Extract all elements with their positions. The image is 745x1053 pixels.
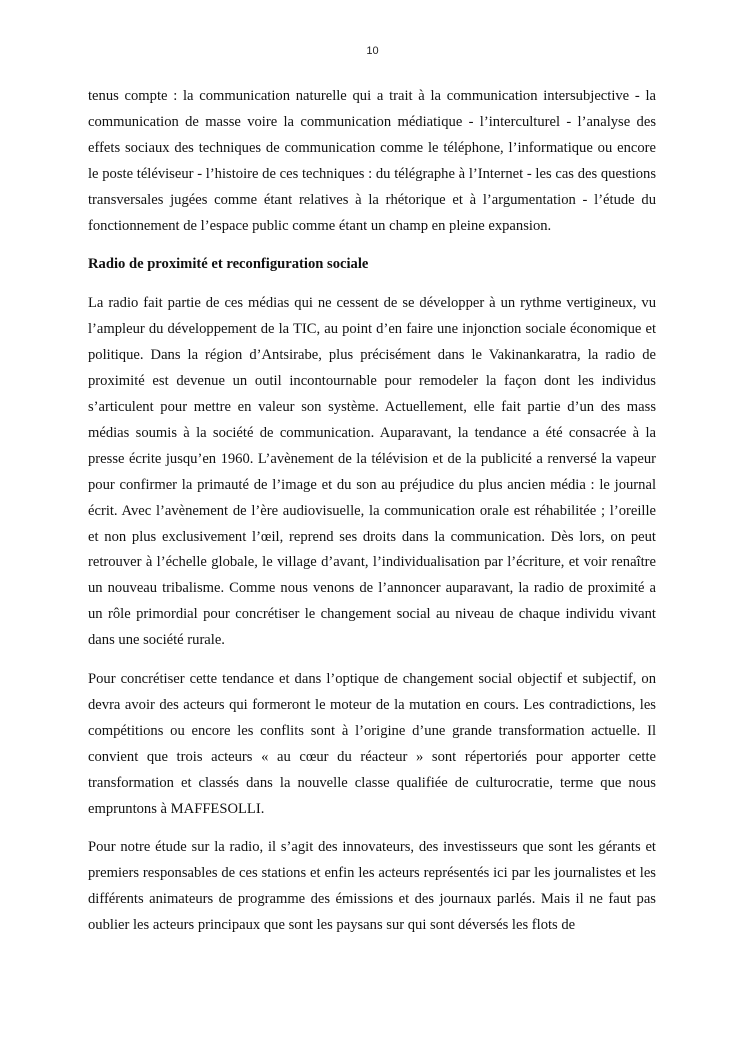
paragraph-study: Pour notre étude sur la radio, il s’agit des innovateurs, des investisseurs que sont les gérants et premiers responsables de ces stations et enfin les acteurs représentés ici par les journalistes et les différents animateurs de programme des émissions et des journaux parlés. Mais il ne faut pas oublier les acteurs principaux que sont les paysans sur qui sont déversés les flots de: [88, 839, 656, 934]
page-number: 10: [366, 45, 379, 57]
section-heading: Radio de proximité et reconfiguration sociale: [88, 256, 369, 273]
paragraph-radio: La radio fait partie de ces médias qui ne cessent de se développer à un rythme vertigineux, vu l’ampleur du développement de la TIC, au point d’en faire une injonction sociale économique et politique. Dans la région d’Antsirabe, plus précisément dans le Vakinankaratra, la radio de proximité est devenue un outil incontournable pour remodeler la façon dont les individus s’articulent pour mettre en valeur son système. Actuellement, elle fait partie d’un des mass médias soumis à la société de communication. Auparavant, la tendance a été consacrée à la presse écrite jusqu’en 1960. L’avènement de la télévision et de la publicité a renversé la vapeur pour confirmer la primauté de l’image et du son au préjudice du plus ancien média : le journal écrit. Avec l’avènement de l’ère audiovisuelle, la communication orale est réhabilitée ; l’oreille et non plus exclusivement l’œil, reprend ses droits dans la communication. Dès lors, on peut retrouver à l’échelle globale, le village d’avant, l’individualisation par l’écriture, et voir renaître un nouveau tribalisme. Comme nous venons de l’annoncer auparavant, la radio de proximité a un rôle primordial pour concrétiser le changement social au niveau de chaque individu vivant dans une société rurale.: [88, 295, 656, 649]
paragraph-actors: Pour concrétiser cette tendance et dans l’optique de changement social objectif et subjectif, on devra avoir des acteurs qui formeront le moteur de la mutation en cours. Les contradictions, les compétitions ou encore les conflits sont à l’origine d’une grande transformation actuelle. Il convient que trois acteurs « au cœur du réacteur » sont répertoriés pour apporter cette transformation et classés dans la nouvelle classe qualifiée de culturocratie, terme que nous empruntons à MAFFESOLLI.: [88, 671, 656, 817]
page-body: [88, 84, 656, 952]
paragraph-intro: tenus compte : la communication naturelle qui a trait à la communication intersubjective - la communication de masse voire la communication médiatique - l’interculturel - l’analyse des effets sociaux des techniques de communication comme le téléphone, l’informatique ou encore le poste téléviseur - l’histoire de ces techniques : du télégraphe à l’Internet - les cas des questions transversales jugées comme étant relatives à la rhétorique et à l’argumentation - l’étude du fonctionnement de l’espace public comme étant un champ en pleine expansion.: [88, 88, 656, 234]
